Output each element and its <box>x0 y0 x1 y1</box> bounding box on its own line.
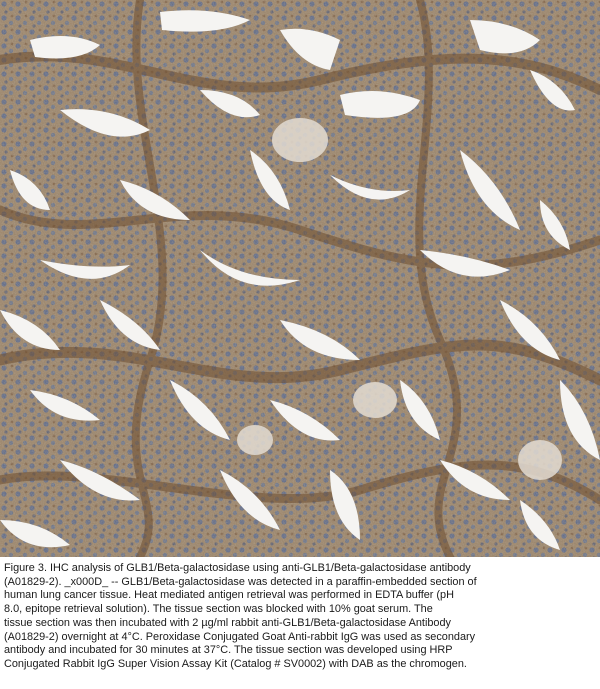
figure-caption: Figure 3. IHC analysis of GLB1/Beta-galactosidase using anti-GLB1/Beta-galactosidase antibody (A01829-2). _x000D_ -- GLB1/Beta-galactosidase was detected in a paraffin-embedded section of human lung cancer tissue. Heat mediated antigen retrieval was performed in EDTA buffer (pH 8.0, epitope retrieval solution). The tissue section was blocked with 10% goat serum. The tissue section was then incubated with 2 µg/ml rabbit anti-GLB1/Beta-galactosidase Antibody (A01829-2) overnight at 4°C. Peroxidase Conjugated Goat Anti-rabbit IgG was used as secondary antibody and incubated for 30 minutes at 37°C. The tissue section was developed using HRP Conjugated Rabbit IgG Super Vision Assay Kit (Catalog # SV0002) with DAB as the chromogen. <box>4 562 477 670</box>
